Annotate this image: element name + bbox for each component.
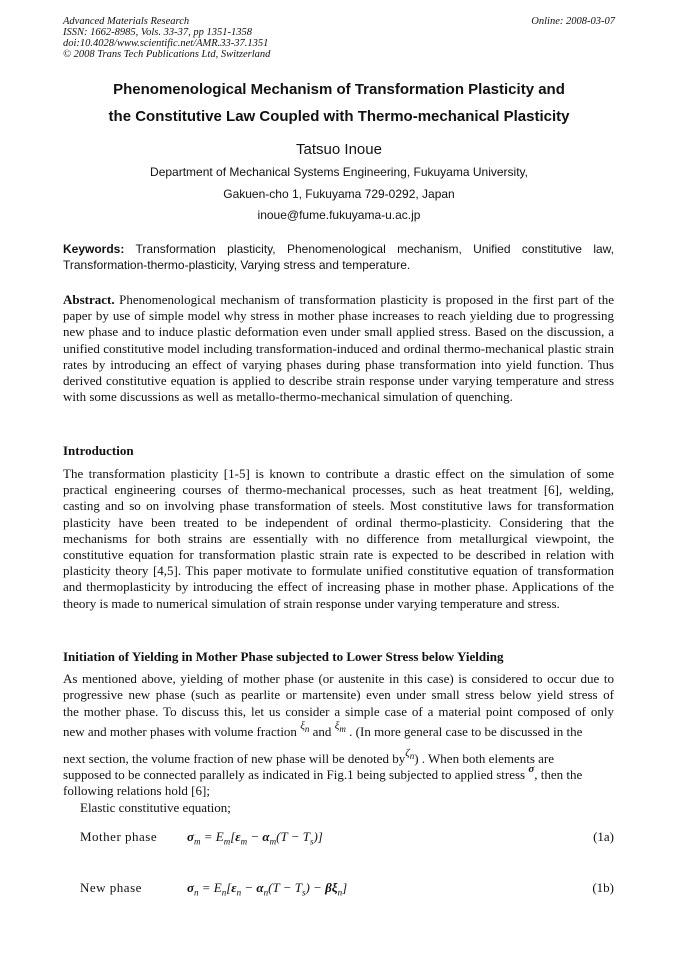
online-date: Online: 2008-03-07 <box>531 16 615 27</box>
xi-m-symbol <box>334 720 346 735</box>
sigma-symbol: σ <box>528 763 535 775</box>
section2-line-6 <box>63 763 614 783</box>
xi-glyph: ξ <box>300 720 305 732</box>
abstract <box>63 292 614 405</box>
zeta-glyph: ζ <box>405 747 410 759</box>
equation-1a: $\sigma_m = E_m[\varepsilon_m - \alpha_m(T - T_s)]$ <box>187 829 323 847</box>
journal-header <box>63 16 270 60</box>
line4-text-b: and <box>312 724 332 739</box>
line4-text-c: . (In more general case to be discussed in the <box>349 724 583 739</box>
line4-text-a: new and mother phases with volume fraction <box>63 724 297 739</box>
section2-line-1: As mentioned above, yielding of mother phase (or austenite in this case) is considered to occur due to <box>63 671 614 686</box>
equation-1b-number: (1b) <box>592 880 614 895</box>
zeta-sub-n: n <box>409 751 415 762</box>
paper-title-line-2: the Constitutive Law Coupled with Thermo-mechanical Plasticity <box>108 108 570 125</box>
abstract-text: Phenomenological mechanism of transformation plasticity is proposed in the first part of the paper by use of simple model why stress in mother phase increases to reach yielding due to progressing new phase and to induce plastic deformation even under small applied stress. Based on the discussion, a unified constitutive model including transformation-induced and ordinal thermo-mechanical plastic strain rates by introducing an effect of varying phases during phase transformation into yield function. Thus derived constitutive equation is applied to describe strain response under varying temperature and stress with some discussions as well as metallo-thermo-mechanical simulation of quenching. <box>63 292 615 405</box>
section2-line-2: progressive new phase (such as pearlite or martensite) even under small stress below yield stress of <box>63 687 614 702</box>
section2-line-7: following relations hold [6]; <box>63 783 210 798</box>
xi-sub-n: n <box>304 724 310 735</box>
equation-1a-label: Mother phase <box>80 829 158 844</box>
section-heading-introduction: Introduction <box>63 443 134 458</box>
line5-text-b: ) . When both elements are <box>414 751 555 766</box>
abstract-label: Abstract. <box>63 292 115 307</box>
section-heading-yielding: Initiation of Yielding in Mother Phase subjected to Lower Stress below Yielding <box>63 649 504 664</box>
equation-1b: $\sigma_n = E_n[\varepsilon_n - \alpha_n(T - T_s) - \beta\xi_n]$ <box>187 880 348 898</box>
keywords-text: Transformation plasticity, Phenomenological mechanism, Unified constitutive law, Transformation-thermo-plasticity, Varying stress and temperature. <box>63 242 614 272</box>
keywords <box>63 242 614 273</box>
section2-line-4 <box>63 720 614 741</box>
journal-doi[interactable]: doi:10.4028/www.scientific.net/AMR.33-37.1351 <box>63 38 269 49</box>
line6-text-b: , then the <box>534 767 583 782</box>
journal-copyright: © 2008 Trans Tech Publications Ltd, Switzerland <box>63 49 271 60</box>
section2-line-3: the mother phase. To discuss this, let us consider a simple case of a material point composed of only <box>63 704 614 719</box>
zeta-n-symbol <box>405 747 415 762</box>
journal-issn: ISSN: 1662-8985, Vols. 33-37, pp 1351-1358 <box>63 27 252 38</box>
equation-1b-label: New phase <box>80 880 142 895</box>
author-email[interactable]: inoue@fume.fukuyama-u.ac.jp <box>257 208 421 222</box>
journal-name: Advanced Materials Research <box>63 16 190 27</box>
affiliation-line-1: Department of Mechanical Systems Engineering, Fukuyama University, <box>150 165 528 179</box>
paper-title-line-1: Phenomenological Mechanism of Transformation Plasticity and <box>113 81 565 98</box>
xi-sub-m: m <box>339 724 346 735</box>
affiliation-line-2: Gakuen-cho 1, Fukuyama 729-0292, Japan <box>223 187 455 201</box>
keywords-label: Keywords: <box>63 242 125 256</box>
equation-1a-number: (1a) <box>593 829 614 844</box>
introduction-text: The transformation plasticity [1-5] is known to contribute a drastic effect on the simulation of some practical engineering courses of thermo-mechanical processes, such as heat treatment [6], welding, casting and so on involving phase transformation of steels. Most constitutive laws for transformation plasticity have been treated to be independent of ordinal thermo-plasticity. Considering that the mechanisms for both strains are essentially with no difference from metallurgical viewpoint, the constitutive equation for transformation plastic strain rate is expected to be described in relation with plasticity theory [4,5]. This paper motivate to formulate unified constitutive equation of transformation and thermoplasticity by introducing the effect of increasing phase in mother phase. Applications of the theory is made to numerical simulation of strain response under varying temperature and stress. <box>63 466 614 611</box>
line5-text-a: next section, the volume fraction of new phase will be denoted by <box>63 751 406 766</box>
author-name: Tatsuo Inoue <box>296 141 382 158</box>
section2-line-8: Elastic constitutive equation; <box>80 800 231 815</box>
xi-glyph-m: ξ <box>334 720 340 732</box>
xi-n-symbol <box>300 720 310 735</box>
line6-text-a: supposed to be connected parallely as indicated in Fig.1 being subjected to applied stress <box>63 767 526 782</box>
